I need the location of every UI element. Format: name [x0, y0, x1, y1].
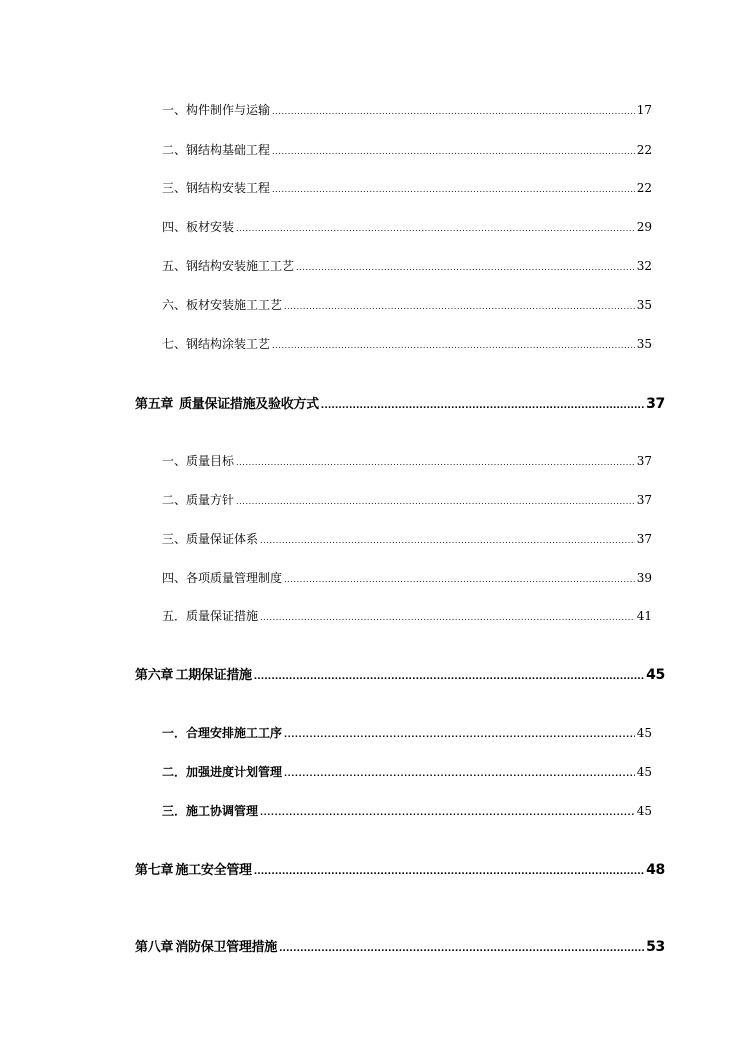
toc-entry-page: 37	[636, 493, 652, 507]
toc-entry-page: 41	[636, 609, 652, 623]
toc-chapter-number: 第六章	[135, 668, 174, 683]
toc-chapter-title: 工期保证措施	[175, 668, 252, 683]
toc-entry-page: 22	[636, 143, 652, 157]
toc-entry-page: 35	[636, 298, 652, 312]
toc-entry-page: 37	[636, 454, 652, 468]
toc-leader-dots	[321, 396, 644, 415]
toc-leader-dots	[284, 297, 635, 315]
toc-entry[interactable]	[162, 102, 652, 118]
toc-entry[interactable]	[162, 453, 652, 469]
toc-entry-page: 32	[636, 259, 652, 273]
toc-chapter-title: 施工安全管理	[175, 863, 252, 878]
toc-leader-dots	[260, 531, 635, 549]
toc-entry[interactable]	[162, 725, 652, 741]
toc-entry[interactable]	[162, 142, 652, 158]
toc-entry-label: 一、质量目标	[162, 454, 235, 468]
toc-entry-page: 39	[636, 571, 652, 585]
toc-leader-dots	[254, 667, 644, 686]
toc-leader-dots	[272, 102, 635, 120]
toc-entry[interactable]	[162, 764, 652, 780]
toc-chapter-number: 第五章	[135, 397, 174, 412]
toc-chapter-page: 48	[646, 862, 665, 878]
toc-entry-label: 四、各项质量管理制度	[162, 571, 283, 585]
toc-entry-label: 二、质量方针	[162, 493, 235, 507]
toc-entry-page: 45	[636, 726, 652, 740]
toc-leader-dots	[236, 219, 635, 237]
toc-entry[interactable]	[162, 180, 652, 196]
toc-leader-dots	[296, 258, 635, 276]
toc-chapter-page: 37	[646, 396, 665, 412]
toc-leader-dots	[260, 608, 635, 626]
toc-entry[interactable]	[162, 608, 652, 624]
toc-chapter-page: 45	[646, 667, 665, 683]
toc-entry[interactable]	[162, 531, 652, 547]
toc-entry-label: 七、钢结构涂装工艺	[162, 337, 271, 351]
toc-leader-dots	[254, 862, 644, 881]
toc-entry[interactable]	[162, 570, 652, 586]
toc-entry-label: 二．加强进度计划管理	[162, 765, 283, 779]
toc-entry-label: 二、钢结构基础工程	[162, 143, 271, 157]
toc-entry-label: 一、构件制作与运输	[162, 103, 271, 117]
toc-entry-page: 45	[636, 804, 652, 818]
toc-entry[interactable]	[162, 258, 652, 274]
toc-leader-dots	[284, 570, 635, 588]
toc-entry-page: 37	[636, 532, 652, 546]
toc-entry-label: 五．质量保证措施	[162, 609, 259, 623]
toc-chapter-6[interactable]	[135, 666, 665, 684]
toc-chapter-number: 第八章	[135, 940, 174, 955]
toc-chapter-page: 53	[646, 939, 665, 955]
toc-entry-label: 一．合理安排施工工序	[162, 726, 283, 740]
toc-leader-dots	[272, 180, 635, 198]
toc-chapter-8[interactable]	[135, 938, 665, 956]
toc-entry-label: 三．施工协调管理	[162, 804, 259, 818]
toc-entry-page: 29	[636, 220, 652, 234]
toc-leader-dots	[272, 142, 635, 160]
toc-entry-label: 六、板材安装施工工艺	[162, 298, 283, 312]
toc-entry-page: 35	[636, 337, 652, 351]
toc-entry-page: 45	[636, 765, 652, 779]
toc-leader-dots	[260, 803, 635, 821]
toc-entry-label: 五、钢结构安装施工工艺	[162, 259, 295, 273]
toc-leader-dots	[279, 939, 644, 958]
toc-chapter-title: 消防保卫管理措施	[175, 940, 277, 955]
toc-entry[interactable]	[162, 803, 652, 819]
toc-entry-label: 三、钢结构安装工程	[162, 181, 271, 195]
toc-chapter-7[interactable]	[135, 861, 665, 879]
toc-leader-dots	[284, 725, 635, 743]
toc-entry[interactable]	[162, 492, 652, 508]
toc-entry-label: 四、板材安装	[162, 220, 235, 234]
toc-chapter-number: 第七章	[135, 863, 174, 878]
toc-entry-label: 三、质量保证体系	[162, 532, 259, 546]
toc-leader-dots	[236, 453, 635, 471]
toc-leader-dots	[272, 336, 635, 354]
toc-leader-dots	[236, 492, 635, 510]
toc-entry[interactable]	[162, 336, 652, 352]
toc-leader-dots	[284, 764, 635, 782]
toc-chapter-title: 质量保证措施及验收方式	[179, 397, 319, 412]
toc-entry-page: 22	[636, 181, 652, 195]
toc-entry[interactable]	[162, 219, 652, 235]
toc-entry-page: 17	[636, 103, 652, 117]
toc-chapter-5[interactable]	[135, 395, 665, 413]
toc-entry[interactable]	[162, 297, 652, 313]
